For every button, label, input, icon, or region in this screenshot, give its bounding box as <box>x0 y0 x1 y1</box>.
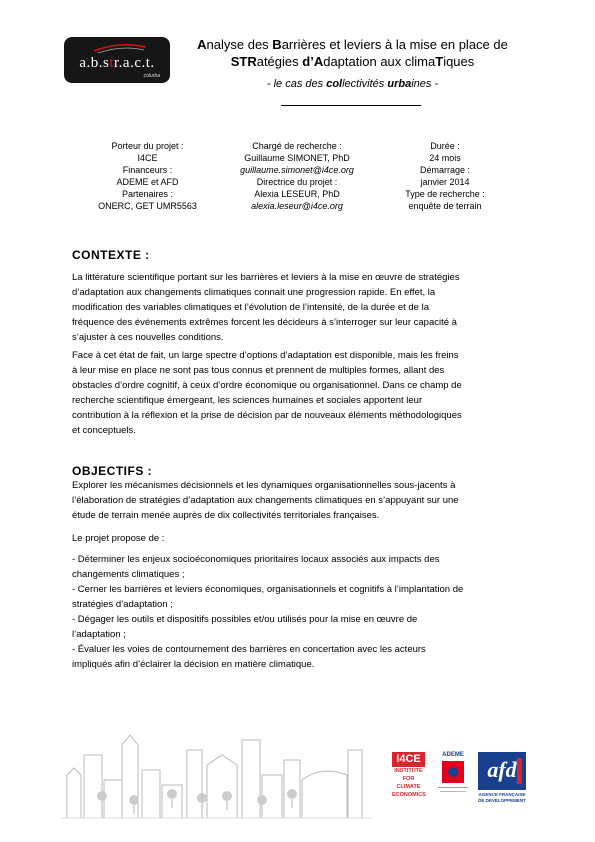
info-label: Type de recherche : <box>405 189 485 199</box>
list-item: - Dégager les outils et dispositifs possibles et/ou utilisés pour la mise en œuvre de <box>72 614 418 625</box>
list-item: stratégies d’adaptation ; <box>72 599 173 610</box>
info-label: Démarrage : <box>419 165 471 175</box>
logo-wordmark: a.b.str.a.c.t. <box>79 55 155 71</box>
list-item: impliqués afin d’éclairer la décision en matière climatique. <box>72 659 315 670</box>
title-line-2: STRatégies d’Adaptation aux climaTiques <box>230 54 475 69</box>
list-intro: Le projet propose de : <box>72 533 165 544</box>
list-item: - Cerner les barrières et leviers économiques, organisationnels et cognitifs à l’implantation de <box>72 584 464 595</box>
title-divider <box>281 105 421 106</box>
list-item: - Évaluer les voies de contournement des barrières en concertation avec les acteurs <box>72 644 426 655</box>
info-column-people <box>222 140 372 212</box>
info-value: 24 mois <box>429 153 461 163</box>
info-value: Guillaume SIMONET, PhD <box>244 153 350 163</box>
list-item: changements climatiques ; <box>72 569 185 580</box>
paragraph: La littérature scientifique portant sur les barrières et leviers à la mise en œuvre de stratégies d’adaptation aux changements climatiques connait une progression rapide. En effet, la modification des variables climatiques et l’évolution de l’intensité, de la durée et de la fréquence des événements extrêmes forcent les décideurs à s’interroger sur leur capacité à s’ajuster à ces nouvelles conditions. <box>72 272 460 343</box>
list-item: - Déterminer les enjeux socioéconomiques prioritaires locaux associés aux impacts des <box>72 554 440 565</box>
ademe-logo: ADEME <box>434 752 472 808</box>
info-label: Porteur du projet : <box>111 141 184 151</box>
email-link[interactable]: alexia.leseur@i4ce.org <box>251 201 343 211</box>
i4ce-logo: I4CE INSTITUTE FOR CLIMATE ECONOMICS <box>392 753 426 798</box>
info-value: I4CE <box>137 153 158 163</box>
city-skyline-illustration <box>62 730 372 820</box>
info-label: Chargé de recherche : <box>252 141 342 151</box>
objectives-list <box>72 552 527 672</box>
email-link[interactable]: guillaume.simonet@i4ce.org <box>240 165 354 175</box>
section-heading-contexte: CONTEXTE : <box>72 248 150 262</box>
list-item: l’adaptation ; <box>72 629 126 640</box>
info-value: Alexia LESEUR, PhD <box>254 189 340 199</box>
abstract-colurba-logo <box>64 37 170 83</box>
info-label: Financeurs : <box>122 165 173 175</box>
info-column-project <box>80 140 215 212</box>
subtitle: - le cas des collectivités urbaines - <box>266 78 439 90</box>
info-column-timing <box>385 140 505 212</box>
afd-logo: afd AGENCE FRANÇAISE DE DÉVELOPPEMENT <box>478 752 526 808</box>
info-value: enquête de terrain <box>408 201 482 211</box>
paragraph: Explorer les mécanismes décisionnels et les dynamiques organisationnelles sous-jacents à l’élaboration de stratégies d’adaptation aux changements climatiques en s’appuyant sur une étude de terrain menée auprès de dix collectivités territoriales françaises. <box>72 480 459 521</box>
section-heading-objectifs: OBJECTIFS : <box>72 464 153 478</box>
info-label: Directrice du projet : <box>256 177 338 187</box>
info-label: Partenaires : <box>121 189 174 199</box>
paragraph: Face à cet état de fait, un large spectre d’options d’adaptation est disponible, mais les freins à leur mise en place ne sont pas tous connus et prennent de multiples formes, allant des obstacles d’ordre cognitif, à ceux d’ordre économique ou organisationnel. Dans ce champ de recherche scientifique émergeant, les sciences humaines et sociales apportent leur contribution à la réflexion et la prise de décision par de nouveaux éléments méthodologiques et conceptuels. <box>72 350 462 436</box>
ademe-emblem <box>442 761 464 783</box>
logo-subtitle: colurba <box>143 73 160 79</box>
info-value: ADEME et AFD <box>116 177 179 187</box>
title-line-1: Analyse des Barrières et leviers à la mise en place de <box>197 37 508 52</box>
info-value: janvier 2014 <box>420 177 470 187</box>
info-label: Durée : <box>430 141 460 151</box>
info-value: ONERC, GET UMR5563 <box>98 201 197 211</box>
